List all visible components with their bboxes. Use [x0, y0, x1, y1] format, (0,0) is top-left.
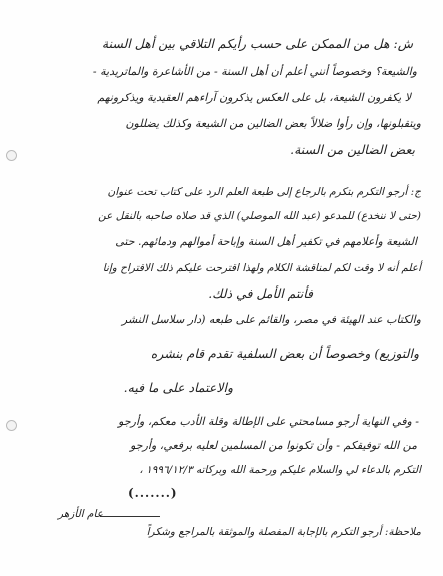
- note-line: ملاحظة: أرجو التكرم بالإجابة المفصلة والموثقة بالمراجع وشكراً: [146, 526, 421, 538]
- punch-hole-top: [6, 150, 17, 161]
- answer-line-2: (حتى لا ننخدع) للمدعو (عبد الله الموصلي) الذي قد صلاه صاحبه بالنقل عن: [98, 210, 421, 222]
- answer-line-4: أعلم أنه لا وقت لكم لمناقشة الكلام ولهذا اقترحت عليكم ذلك الاقتراح وإنا: [102, 262, 421, 274]
- question-line-1: ش: هل من الممكن على حسب رأيكم التلاقي بين أهل السنة: [101, 36, 413, 51]
- answer-line-8: والاعتماد على ما فيه.: [123, 380, 233, 395]
- answer-line-7: والتوزيع) وخصوصاً أن بعض السلفية تقدم قام بنشره: [150, 346, 419, 361]
- question-line-3: لا يكفرون الشيعة، بل على العكس يذكرون آراءهم العقيدية ويذكرونهم: [97, 91, 411, 104]
- closing-line-2: من الله توفيقكم - وأن تكونوا من المسلمين لعليه برفعي، وأرجو: [130, 439, 417, 452]
- question-line-5: بعض الضالين من السنة.: [290, 142, 415, 157]
- signature-dots: (.......): [128, 486, 178, 500]
- answer-line-1: ج: أرجو التكرم بتكرم بالرجاع إلى طبعة العلم الرد على كتاب تحت عنوان: [107, 186, 421, 198]
- signature-label: عام الأزهر: [57, 508, 103, 520]
- question-line-4: ويتقبلونها، وإن رأوا ضلالاً بعض الضالين من الشيعة وكذلك يضللون: [125, 117, 421, 130]
- punch-hole-bottom: [6, 420, 17, 431]
- closing-line-3: التكرم بالدعاء لي والسلام عليكم ورحمة الله وبركاته ١٩٩٦/١٢/٣ ،: [139, 464, 421, 476]
- answer-line-6: والكتاب عند الهيئة في مصر، والقائم على طبعه (دار سلاسل النشر: [121, 313, 421, 326]
- closing-line-1: - وفي النهاية أرجو مسامحتي على الإطالة وقلة الأدب معكم، وأرجو: [118, 415, 419, 428]
- question-line-2: والشيعة؟ وخصوصاً أنني أعلم أن أهل السنة - من الأشاعرة والماتريدية -: [92, 65, 417, 78]
- signature-underline: [100, 516, 160, 517]
- answer-line-3: الشيعة وأعلامهم في تكفير أهل السنة وإباحة أموالهم ودمائهم. حتى: [115, 235, 417, 248]
- answer-line-5: فأنتم الأمل في ذلك.: [208, 286, 313, 301]
